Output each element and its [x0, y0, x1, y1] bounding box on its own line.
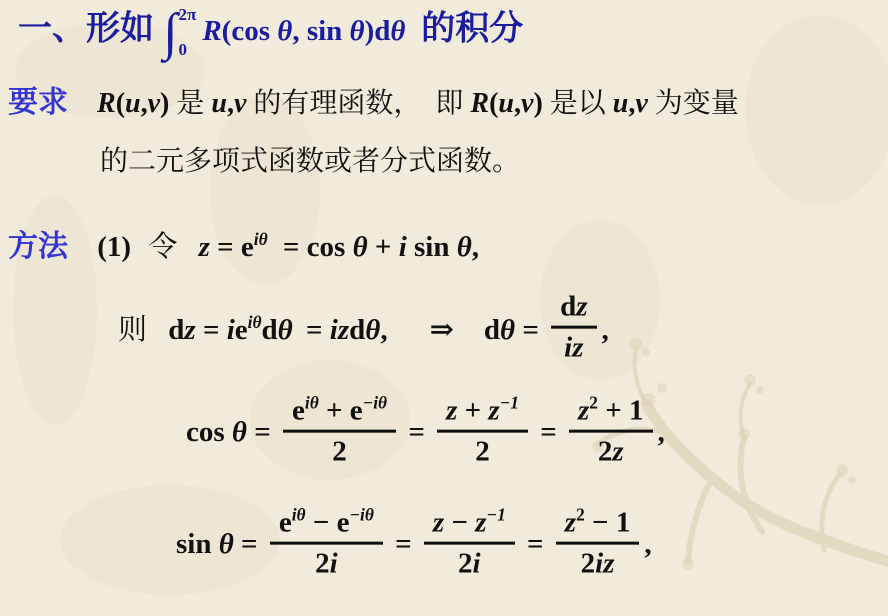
math-token: −1 [499, 392, 519, 413]
math-token: d [168, 313, 185, 346]
math-token: sin [176, 528, 219, 561]
fraction [569, 394, 653, 468]
fraction-denominator [458, 545, 481, 579]
math-token: R [97, 88, 116, 119]
fraction [283, 394, 396, 468]
math-token: ( [489, 88, 499, 119]
math-token: iz [564, 332, 584, 365]
fraction [551, 292, 596, 364]
math-token: − [444, 506, 476, 539]
requirement-line-2 [100, 144, 520, 179]
math-token: θ [390, 14, 406, 47]
math-token: e [234, 313, 248, 346]
integral-limits [179, 4, 197, 62]
sine-identity-line [176, 504, 652, 584]
math-token: z [198, 231, 210, 263]
fraction-numerator [556, 506, 640, 545]
requirement-label: 要求 [8, 86, 68, 119]
math-token: u [125, 88, 141, 119]
math-token: = [515, 313, 547, 346]
substitution-formula [199, 231, 479, 263]
math-token: θ [349, 14, 365, 47]
fraction-denominator [315, 545, 338, 579]
math-token: 的有理函数， 即 [246, 88, 471, 119]
math-token: d [560, 290, 577, 323]
math-token: z [577, 394, 590, 427]
fraction-denominator [564, 329, 583, 363]
math-token: + [367, 231, 399, 263]
math-token: sin [406, 231, 457, 263]
fraction-numerator [283, 394, 396, 433]
math-token: θ [231, 416, 247, 449]
title-suffix: 的积分 [412, 10, 524, 48]
math-token: ( [115, 88, 126, 119]
math-token: 是 [169, 88, 212, 119]
math-token: θ [277, 14, 293, 47]
math-token: θ [500, 313, 516, 346]
math-token: , [628, 88, 636, 119]
fraction-denominator [581, 545, 615, 579]
fraction [437, 394, 528, 468]
math-token: z [184, 313, 196, 346]
math-token: + [457, 394, 489, 427]
requirement-text-1 [97, 88, 739, 119]
math-token: − [305, 506, 337, 539]
method-line [8, 228, 479, 266]
math-token: z [564, 506, 577, 539]
math-token: 2 [315, 547, 330, 580]
math-token: i [472, 547, 481, 580]
math-token: 的二元多项式函数或者分式函数。 [100, 146, 521, 177]
fraction-numerator [270, 506, 383, 545]
math-token: = [519, 528, 551, 561]
math-token: R [470, 88, 490, 119]
math-token: R [202, 14, 222, 47]
math-token: −iθ [349, 504, 374, 525]
math-token: v [521, 88, 534, 119]
fraction-numerator [569, 394, 653, 433]
page-title [18, 4, 523, 62]
math-token: = [233, 528, 265, 561]
title-prefix: 一、形如 [18, 10, 154, 48]
math-token: cos [186, 416, 232, 449]
fraction-denominator [598, 433, 624, 467]
integral-sign [163, 4, 196, 62]
integral-glyph: ∫ [163, 4, 178, 61]
math-token: −iθ [362, 392, 388, 413]
math-token: θ [365, 313, 381, 346]
math-token: i [329, 547, 338, 580]
math-token: + [318, 394, 350, 427]
math-token: = cos [275, 231, 353, 263]
math-token: d [349, 313, 366, 346]
math-token: i [226, 313, 235, 346]
differential-formula [168, 290, 609, 365]
requirement-text-2 [100, 146, 520, 177]
math-token: 2 [458, 547, 473, 580]
math-token: e [278, 506, 292, 539]
math-token: )d [364, 14, 391, 47]
math-token: 2 [580, 547, 596, 580]
math-token: iθ [247, 311, 262, 332]
math-token: , [380, 313, 388, 346]
math-token: θ [277, 313, 293, 346]
math-token: 为变量 [647, 88, 739, 119]
differential-line [118, 290, 609, 368]
method-let-word: 令 [148, 231, 178, 263]
requirement-line-1 [8, 84, 739, 122]
math-token: 2 [597, 435, 613, 468]
fraction-numerator [424, 506, 515, 545]
math-token: −1 [486, 504, 506, 525]
fraction [424, 506, 515, 580]
math-token: ) [533, 88, 543, 119]
math-token: z [446, 394, 458, 427]
math-token: 2 [475, 435, 490, 468]
math-token: e [336, 506, 350, 539]
title-integral-formula [161, 4, 406, 61]
then-word: 则 [118, 313, 148, 346]
math-token: = [387, 528, 419, 561]
math-token: − 1 [584, 506, 631, 539]
math-token: θ [352, 231, 368, 263]
math-token: 2 [589, 392, 598, 413]
math-token: ) [160, 88, 170, 119]
math-token: z [432, 506, 445, 539]
math-token: 2 [576, 504, 585, 525]
math-token: z [475, 506, 487, 539]
math-token: = [209, 231, 241, 263]
fraction-denominator [475, 433, 490, 467]
math-token: z [576, 290, 588, 323]
math-token: , [514, 88, 521, 119]
math-token: z [488, 394, 500, 427]
math-token: v [233, 88, 247, 119]
method-label: 方法 [8, 230, 68, 263]
math-token: v [635, 88, 648, 119]
fraction-numerator [551, 292, 596, 329]
math-token: iθ [253, 229, 268, 250]
integral-lower-limit: 0 [178, 40, 187, 59]
math-token: , [226, 88, 234, 119]
math-token: iθ [291, 504, 306, 525]
math-token: u [211, 88, 227, 119]
math-token: iz [329, 313, 350, 346]
math-token: , sin [292, 14, 350, 47]
method-item-number: (1) [97, 231, 132, 263]
math-token: iθ [304, 392, 319, 413]
math-token: z [612, 435, 624, 468]
math-token: i [398, 231, 407, 263]
math-token: d [261, 313, 278, 346]
math-token: = [532, 416, 564, 449]
math-token: θ [218, 528, 234, 561]
math-token: , [140, 88, 148, 119]
math-token: iz [595, 547, 615, 580]
math-token: + 1 [597, 394, 644, 427]
fraction-denominator [332, 433, 347, 467]
cosine-identity-line [186, 392, 665, 472]
math-token: e [292, 394, 305, 427]
math-token: , [601, 313, 609, 346]
math-token: d [483, 313, 501, 346]
math-token: = [195, 313, 227, 346]
math-token: 2 [332, 435, 347, 468]
integral-upper-limit: 2π [178, 5, 197, 24]
math-token: (cos [221, 14, 278, 47]
math-token: = [298, 313, 330, 346]
math-token: θ [456, 231, 472, 263]
math-token: u [498, 88, 514, 119]
math-token: u [612, 88, 629, 119]
math-token: , [644, 528, 652, 561]
math-token: = [246, 416, 279, 449]
fraction [556, 506, 640, 580]
math-token: e [349, 394, 363, 427]
math-token: , [657, 416, 665, 449]
math-token: v [147, 88, 161, 119]
math-token: = [401, 416, 433, 449]
fraction [270, 506, 383, 580]
math-token: , [471, 231, 480, 263]
math-token: e [240, 231, 254, 263]
math-token: ⇒ [429, 313, 454, 346]
fraction-numerator [437, 394, 528, 433]
math-token: 是以 [542, 88, 613, 119]
